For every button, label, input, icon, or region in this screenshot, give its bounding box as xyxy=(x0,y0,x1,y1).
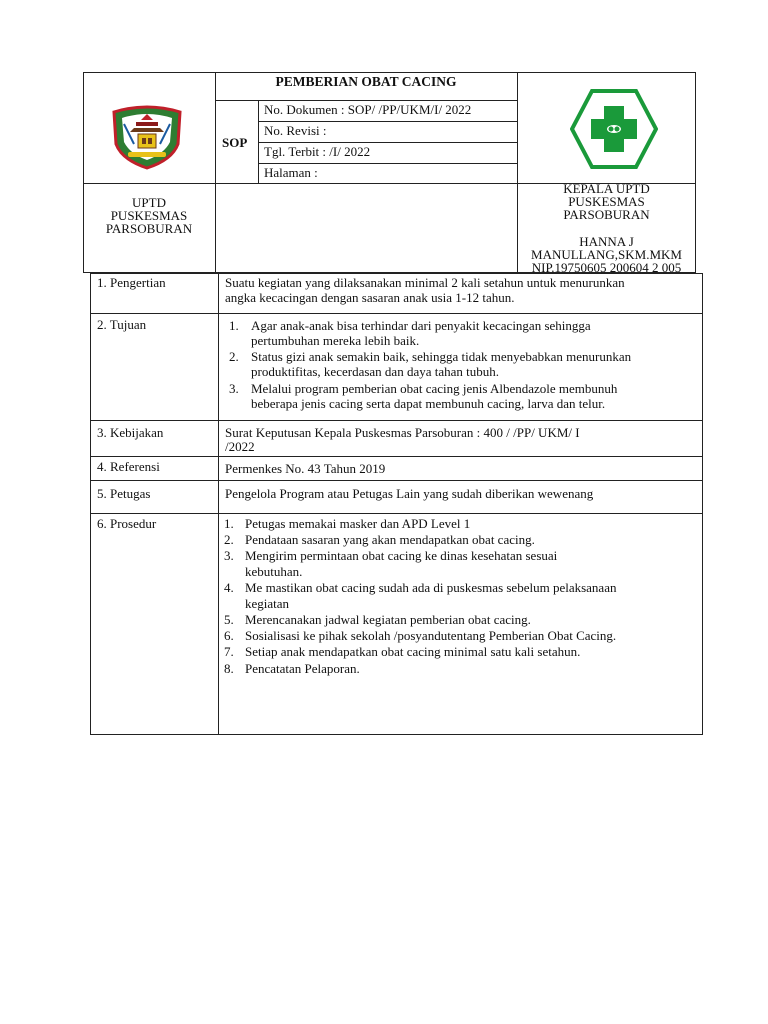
list-number: 5. xyxy=(224,612,234,627)
tujuan-item: pertumbuhan mereka lebih baik. xyxy=(251,333,420,348)
label-petugas: 5. Petugas xyxy=(97,486,151,501)
header-divider xyxy=(258,163,517,164)
prosedur-item: Pendataan sasaran yang akan mendapatkan obat cacing. xyxy=(245,532,535,547)
label-referensi: 4. Referensi xyxy=(97,459,160,474)
tujuan-item: Melalui program pemberian obat cacing jenis Albendazole membunuh xyxy=(251,381,618,396)
sop-label: SOP xyxy=(222,135,248,150)
signer-block xyxy=(517,182,696,221)
unit-name xyxy=(83,196,215,235)
list-number: 3. xyxy=(224,548,234,563)
petugas-text: Pengelola Program atau Petugas Lain yang sudah diberikan wewenang xyxy=(225,486,594,501)
tujuan-item: Status gizi anak semakin baik, sehingga tidak menyebabkan menurunkan xyxy=(251,349,632,364)
list-number: 1. xyxy=(229,318,239,333)
label-kebijakan: 3. Kebijakan xyxy=(97,425,164,440)
row-divider xyxy=(90,513,703,514)
header-divider xyxy=(215,100,517,101)
label-tujuan: 2. Tujuan xyxy=(97,317,147,332)
prosedur-item: Mengirim permintaan obat cacing ke dinas kesehatan sesuai xyxy=(245,548,558,563)
tujuan-item: produktifitas, kecerdasan dan daya tahan tubuh. xyxy=(251,364,499,379)
prosedur-item: Pencatatan Pelaporan. xyxy=(245,661,360,676)
document-title: PEMBERIAN OBAT CACING xyxy=(275,74,457,89)
prosedur-item: kebutuhan. xyxy=(245,564,303,579)
unit-line: PARSOBURAN xyxy=(105,221,193,236)
pengertian-text: angka kecacingan dengan sasaran anak usia 1-12 tahun. xyxy=(225,290,515,305)
list-number: 4. xyxy=(224,580,234,595)
header-divider xyxy=(258,142,517,143)
kebijakan-text: Surat Keputusan Kepala Puskesmas Parsoburan : 400 / /PP/ UKM/ I xyxy=(225,425,580,440)
row-divider xyxy=(90,480,703,481)
tujuan-item: Agar anak-anak bisa terhindar dari penyakit kecacingan sehingga xyxy=(251,318,591,333)
kebijakan-text: /2022 xyxy=(225,439,255,454)
list-number: 2. xyxy=(224,532,234,547)
page-number: Halaman : xyxy=(264,165,318,180)
label-prosedur: 6. Prosedur xyxy=(97,516,157,531)
list-number: 3. xyxy=(229,381,239,396)
signer-name-line: HANNA J xyxy=(579,234,634,249)
list-number: 1. xyxy=(224,516,234,531)
row-divider xyxy=(90,420,703,421)
signer-title-line: PUSKESMAS xyxy=(568,194,645,209)
tujuan-item: beberapa jenis cacing serta dapat membunuh cacing, larva dan telur. xyxy=(251,396,606,411)
list-number: 2. xyxy=(229,349,239,364)
prosedur-item: Me mastikan obat cacing sudah ada di puskesmas sebelum pelaksanaan xyxy=(245,580,617,595)
puskesmas-logo-icon xyxy=(570,88,658,170)
issue-date: Tgl. Terbit : /I/ 2022 xyxy=(264,144,371,159)
content-column-divider xyxy=(218,273,219,735)
header-divider xyxy=(215,72,216,273)
prosedur-item: Setiap anak mendapatkan obat cacing minimal satu kali setahun. xyxy=(245,644,581,659)
row-divider xyxy=(90,313,703,314)
signer-name xyxy=(517,235,696,274)
row-divider xyxy=(90,456,703,457)
header-divider xyxy=(258,121,517,122)
list-number: 7. xyxy=(224,644,234,659)
prosedur-item: Sosialisasi ke pihak sekolah /posyandutentang Pemberian Obat Cacing. xyxy=(245,628,617,643)
label-pengertian: 1. Pengertian xyxy=(97,275,166,290)
unit-line: PUSKESMAS xyxy=(110,208,188,223)
prosedur-item: Petugas memakai masker dan APD Level 1 xyxy=(245,516,471,531)
signer-title-line: KEPALA UPTD xyxy=(563,181,650,196)
list-number: 8. xyxy=(224,661,234,676)
list-number: 6. xyxy=(224,628,234,643)
pengertian-text: Suatu kegiatan yang dilaksanakan minimal 2 kali setahun untuk menurunkan xyxy=(225,275,625,290)
doc-number: No. Dokumen : SOP/ /PP/UKM/I/ 2022 xyxy=(264,102,472,117)
signer-title-line: PARSOBURAN xyxy=(563,207,650,222)
revision-number: No. Revisi : xyxy=(264,123,327,138)
signer-name-line: MANULLANG,SKM.MKM xyxy=(531,247,682,262)
prosedur-item: kegiatan xyxy=(245,596,290,611)
signer-nip: NIP.19750605 200604 2 005 xyxy=(531,260,682,275)
prosedur-item: Merencanakan jadwal kegiatan pemberian obat cacing. xyxy=(245,612,531,627)
unit-line: UPTD xyxy=(132,195,166,210)
regional-emblem-icon xyxy=(108,98,186,170)
referensi-text: Permenkes No. 43 Tahun 2019 xyxy=(225,461,386,476)
